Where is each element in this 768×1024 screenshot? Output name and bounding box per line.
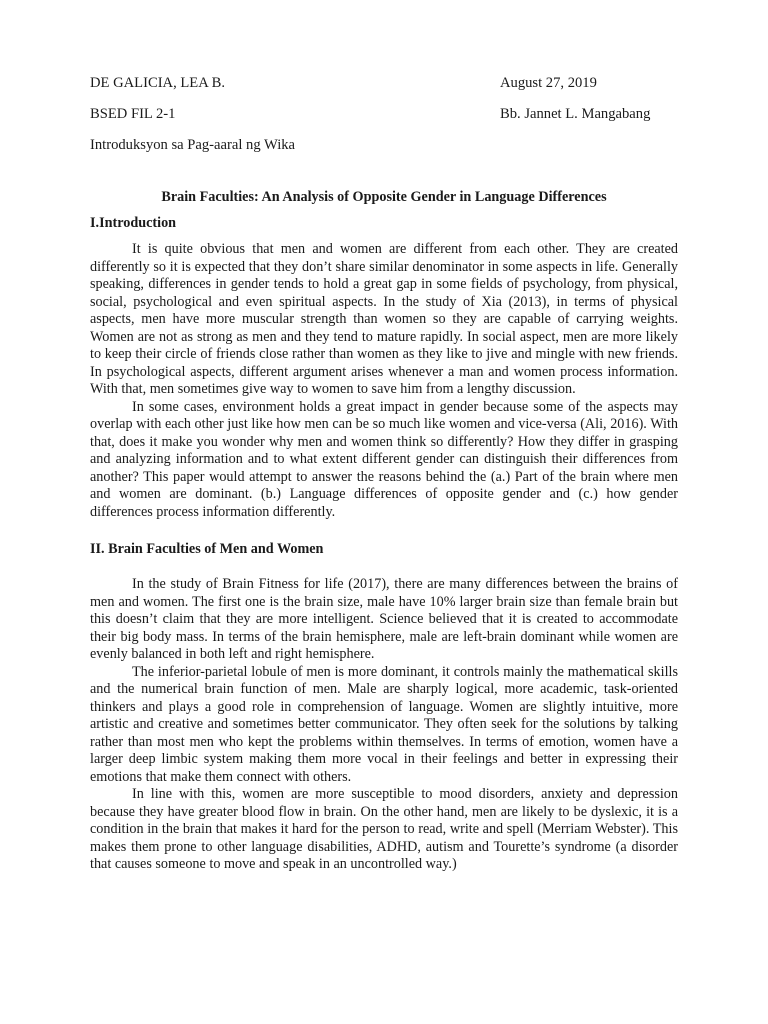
header-row-1 [90,74,678,92]
document-title: Brain Faculties: An Analysis of Opposite Gender in Language Differences [161,189,607,205]
section-heading-brain-faculties: II. Brain Faculties of Men and Women [90,541,324,557]
intro-paragraph-1: It is quite obvious that men and women are different from each other. They are created differently so it is expected that they don’t share similar denominator in some aspects in life. Generally speaking, differences in gender tends to hold a great gap in some fields of psychology, from physical, social, psychological and even spiritual aspects. In the study of Xia (2013), in terms of physical aspects, men have more muscular strength than women so they are capable of carrying weights. Women are not as strong as men and they tend to mature rapidly. In social aspect, men are more likely to keep their circle of friends close rather than women as they like to jive and mingle with new friends. In psychological aspects, different argument arises whenever a man and women process information. With that, men sometimes give way to women to save him from a lengthy discussion. [90,241,678,397]
brain-paragraph-1: In the study of Brain Fitness for life (2017), there are many differences between the brains of men and women. The first one is the brain size, male have 10% larger brain size than female brain but this doesn’t claim that they are more intelligent. Science believed that it is created to accommodate their big body mass. In terms of the brain hemisphere, male are left-brain dominant while women are evenly balanced in both left and right hemisphere. [90,576,678,662]
header-row-2 [90,105,678,123]
intro-paragraph-2: In some cases, environment holds a great impact in gender because some of the aspects may overlap with each other just like how men can be so much like women and vice-versa (Ali, 2016). With that, does it make you wonder why men and women think so differently? How they differ in grasping and analyzing information and to what extent different gender can distinguish their differences from another? This paper would attempt to answer the reasons behind the (a.) Part of the brain where men and women are dominant. (b.) Language differences of opposite gender and (c.) how gender differences process information differently. [90,398,678,520]
student-name: DE GALICIA, LEA B. [90,75,225,91]
class-section: BSED FIL 2-1 [90,106,176,122]
section-heading-introduction: I.Introduction [90,215,177,231]
brain-paragraph-2: The inferior-parietal lobule of men is more dominant, it controls mainly the mathematical skills and the numerical brain function of men. Male are sharply logical, more academic, task-oriented thinkers and plays a good role in comprehension of language. Women are slightly intuitive, more artistic and creative and sometimes better communicator. They often seek for the solutions by talking rather than most men who kept the problems within themselves. In terms of emotion, women have a larger deep limbic system making them more vocal in their feelings and better in expressing their emotions that make them connect with others. [90,663,678,785]
course-name: Introduksyon sa Pag-aaral ng Wika [90,137,296,153]
brain-paragraph-3: In line with this, women are more susceptible to mood disorders, anxiety and depression because they have greater blood flow in brain. On the other hand, men are likely to be dyslexic, it is a condition in the brain that makes it hard for the person to read, write and spell (Merriam Webster). This makes them prone to other language disabilities, ADHD, autism and Tourette’s syndrome (a disorder that causes someone to move and speak in an uncontrolled way.) [90,786,678,872]
date: August 27, 2019 [500,75,597,91]
instructor-name: Bb. Jannet L. Mangabang [500,106,651,122]
